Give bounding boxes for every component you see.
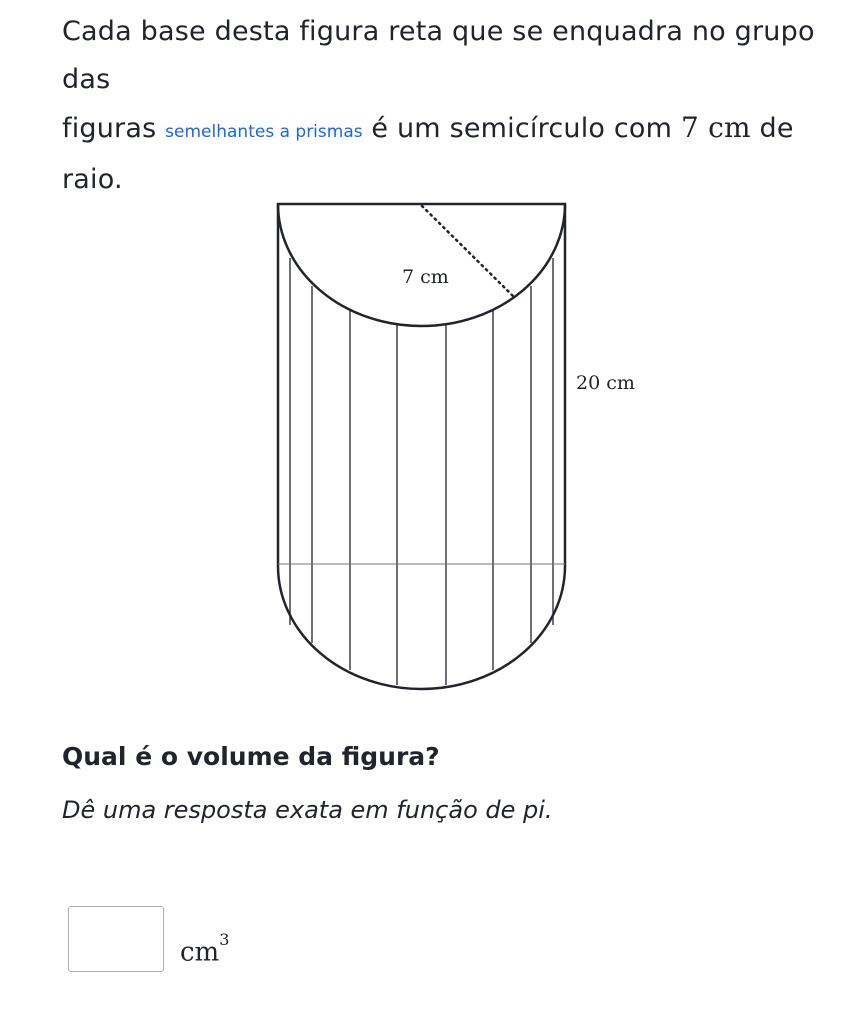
height-label: 20 cm (576, 372, 635, 394)
radius-value: 7 cm (680, 111, 751, 144)
unit-base: cm (180, 937, 220, 968)
top-face-arc (278, 204, 565, 326)
problem-statement (62, 8, 852, 204)
question-text: Qual é o volume da figura? (62, 742, 440, 771)
problem-line-1: Cada base desta figura reta que se enquadra no grupo das (62, 16, 815, 95)
prism-like-link[interactable]: semelhantes a prismas (165, 122, 363, 142)
answer-unit (180, 930, 230, 968)
radius-label: 7 cm (402, 266, 449, 288)
problem-line-2-mid: é um semicírculo com (371, 113, 673, 144)
problem-line-2-end: de (759, 113, 794, 144)
answer-hint: Dê uma resposta exata em função de pi. (62, 796, 553, 824)
problem-line-3: raio. (62, 164, 123, 195)
problem-line-2-start: figuras (62, 113, 157, 144)
answer-input[interactable] (68, 906, 164, 972)
problem-line-2 (62, 104, 852, 156)
shading-lines (290, 258, 553, 685)
unit-exponent: 3 (219, 930, 230, 949)
half-cylinder-figure (240, 186, 660, 706)
